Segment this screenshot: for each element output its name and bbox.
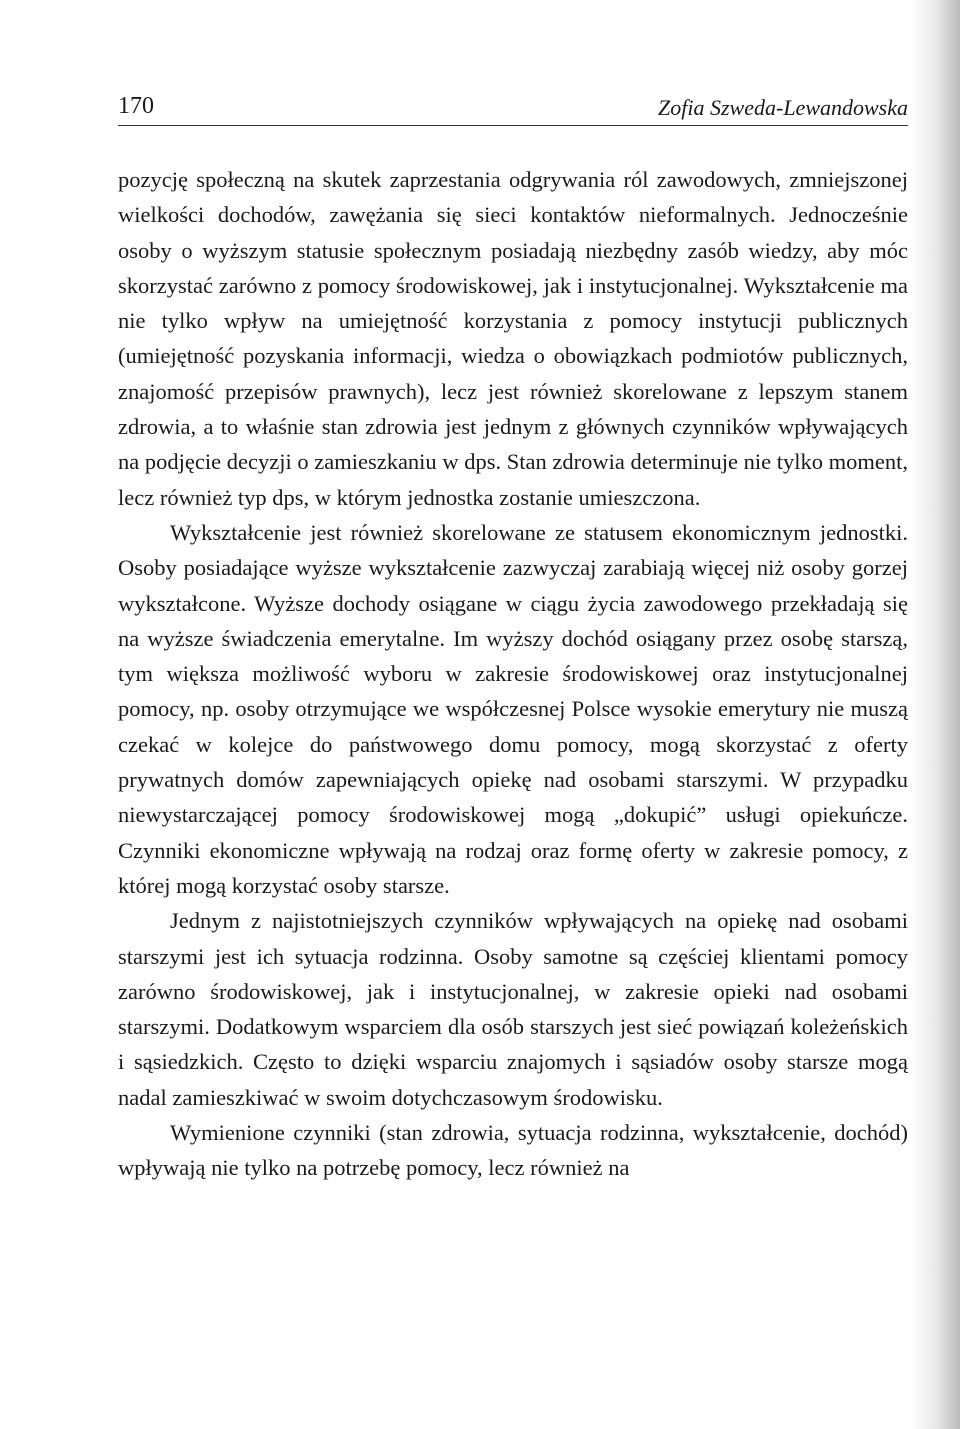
page-number: 170 bbox=[118, 93, 154, 119]
paragraph-1: pozycję społeczną na skutek zaprzestania odgrywania ról zawodowych, zmniejszonej wielkości dochodów, zawężania się sieci kontaktów nieformalnych. Jednocześnie osoby o wyższym statusie społecznym posiadają niezbędny zasób wiedzy, aby móc skorzystać zarówno z pomocy środowiskowej, jak i instytucjonalnej. Wykształcenie ma nie tylko wpływ na umiejętność korzystania z pomocy instytucji publicznych (umiejętność pozyskania informacji, wiedza o obowiązkach podmiotów publicznych, znajomość przepisów prawnych), lecz jest również skorelowane z lepszym stanem zdrowia, a to właśnie stan zdrowia jest jednym z głównych czynników wpływających na podjęcie decyzji o zamieszkaniu w dps. Stan zdrowia determinuje nie tylko moment, lecz również typ dps, w którym jednostka zostanie umieszczona. bbox=[118, 167, 908, 510]
paragraph-4: Wymienione czynniki (stan zdrowia, sytuacja rodzinna, wykształcenie, dochód) wpływają nie tylko na potrzebę pomocy, lecz również na bbox=[118, 1120, 908, 1181]
page-header bbox=[118, 93, 908, 126]
page-edge-shadow bbox=[910, 0, 960, 1429]
paragraph-2: Wykształcenie jest również skorelowane ze statusem ekonomicznym jednostki. Osoby posiadające wyższe wykształcenie zazwyczaj zarabiają więcej niż osoby gorzej wykształcone. Wyższe dochody osiągane w ciągu życia zawodowego przekładają się na wyższe świadczenia emerytalne. Im wyższy dochód osiągany przez osobę starszą, tym większa możliwość wyboru w zakresie środowiskowej oraz instytucjonalnej pomocy, np. osoby otrzymujące we współczesnej Polsce wysokie emerytury nie muszą czekać w kolejce do państwowego domu pomocy, mogą skorzystać z oferty prywatnych domów zapewniających opiekę nad osobami starszymi. W przypadku niewystarczającej pomocy środowiskowej mogą „dokupić” usługi opiekuńcze. Czynniki ekonomiczne wpływają na rodzaj oraz formę oferty w zakresie pomocy, z której mogą korzystać osoby starsze. bbox=[118, 519, 908, 898]
running-head-author: Zofia Szweda-Lewandowska bbox=[658, 95, 908, 120]
body-text bbox=[118, 162, 908, 1186]
paragraph-3: Jednym z najistotniejszych czynników wpływających na opiekę nad osobami starszymi jest ich sytuacja rodzinna. Osoby samotne są częściej klientami pomocy zarówno środowiskowej, jak i instytucjonalnej, w zakresie opieki nad osobami starszymi. Dodatkowym wsparciem dla osób starszych jest sieć powiązań koleżeńskich i sąsiedzkich. Często to dzięki wsparciu znajomych i sąsiadów osoby starsze mogą nadal zamieszkiwać w swoim dotychczasowym środowisku. bbox=[118, 908, 908, 1110]
